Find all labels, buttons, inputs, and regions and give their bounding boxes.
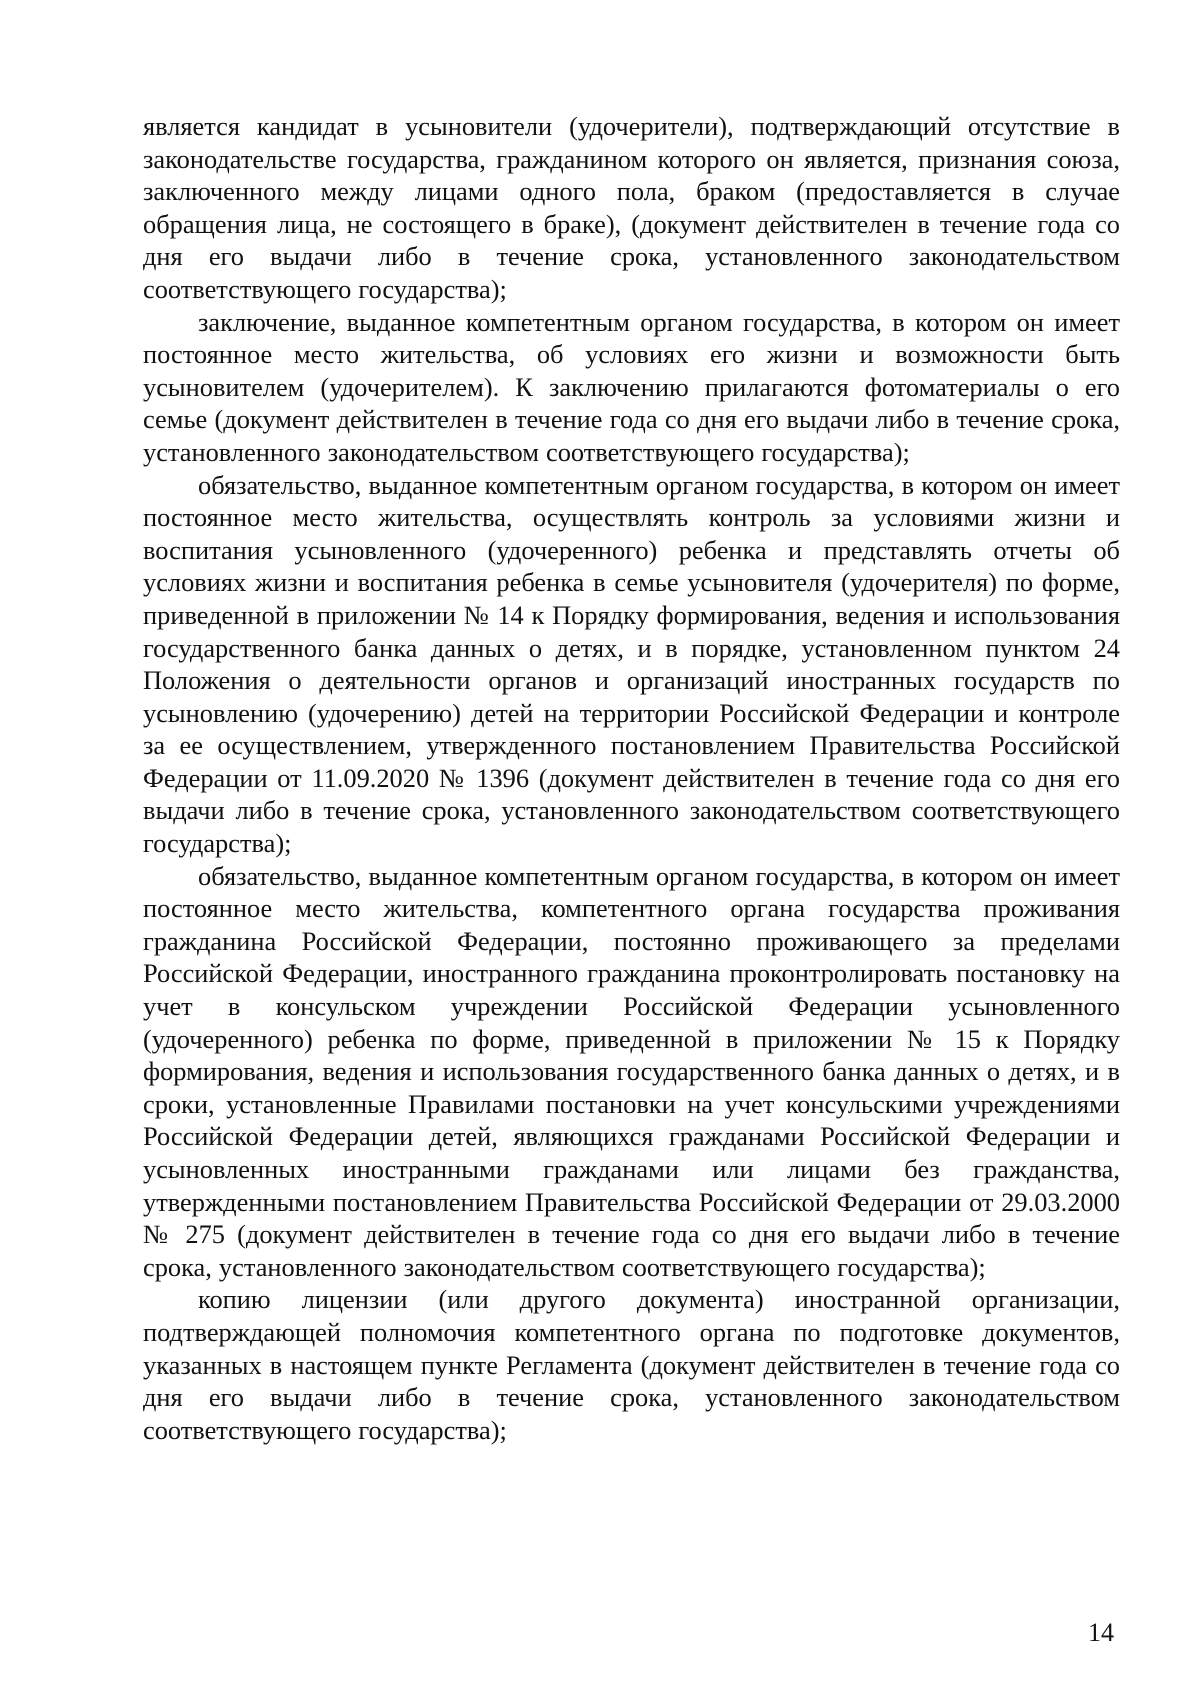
paragraph-license-copy: копию лицензии (или другого документа) иностранной организации, подтверждающей полномочия компетентного органа по подготовке документов, указанных в настоящем пункте Регламента (документ действителен в течение года со дня его выдачи либо в течение срока, установленного законодательством соответствующего государства); — [143, 1284, 1120, 1445]
paragraph-conclusion: заключение, выданное компетентным органом государства, в котором он имеет постоянное место жительства, об условиях его жизни и возможности быть усыновителем (удочерителем). К заключению прилагаются фотоматериалы о его семье (документ действителен в течение года со дня его выдачи либо в течение срока, установленного законодательством соответствующего государства); — [143, 306, 1120, 467]
paragraph-registration-obligation: обязательство, выданное компетентным органом государства, в котором он имеет постоянное место жительства, компетентного органа государства проживания гражданина Российской Федерации, постоянно проживающего за пределами Российской Федерации, иностранного гражданина проконтролировать постановку на учет в консульском учреждении Российской Федерации усыновленного (удочеренного) ребенка по форме, приведенной в приложении № 15 к Порядку формирования, ведения и использования государственного банка данных о детях, и в сроки, установленные Правилами постановки на учет консульскими учреждениями Российской Федерации детей, являющихся гражданами Российской Федерации и усыновленных иностранными гражданами или лицами без гражданства, утвержденными постановлением Правительства Российской Федерации от 29.03.2000 № 275 (документ действителен в течение года со дня его выдачи либо в течение срока, установленного законодательством соответствующего государства); — [143, 860, 1120, 1282]
paragraph-continuation: является кандидат в усыновители (удочерители), подтверждающий отсутствие в законодательстве государства, гражданином которого он является, признания союза, заключенного между лицами одного пола, браком (предоставляется в случае обращения лица, не состоящего в браке), (документ действителен в течение года со дня его выдачи либо в течение срока, установленного законодательством соответствующего государства); — [143, 111, 1120, 304]
paragraph-control-obligation: обязательство, выданное компетентным органом государства, в котором он имеет постоянное место жительства, осуществлять контроль за условиями жизни и воспитания усыновленного (удочеренного) ребенка и представлять отчеты об условиях жизни и воспитания ребенка в семье усыновителя (удочерителя) по форме, приведенной в приложении № 14 к Порядку формирования, ведения и использования государственного банка данных о детях, и в порядке, установленном пунктом 24 Положения о деятельности органов и организаций иностранных государств по усыновлению (удочерению) детей на территории Российской Федерации и контроле за ее осуществлением, утвержденного постановлением Правительства Российской Федерации от 11.09.2020 № 1396 (документ действителен в течение года со дня его выдачи либо в течение срока, установленного законодательством соответствующего государства); — [143, 469, 1120, 859]
page-number: 14 — [1088, 1618, 1114, 1647]
document-body — [143, 110, 1120, 1446]
